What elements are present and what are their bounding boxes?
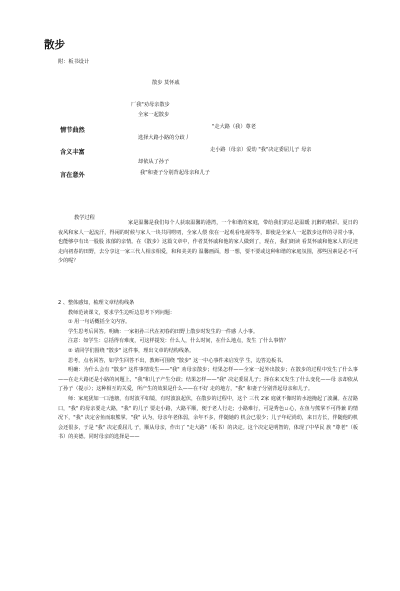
board-line: 走小路（母亲）爱幼 "我"决定委屈儿子 母亲 xyxy=(210,147,312,153)
paragraph: ① 用一句话概括全文内容。 xyxy=(68,319,131,326)
appendix-label: 附：板书设计 xyxy=(58,59,90,65)
paragraph: 学生思考后回答。明确：一家祖孙三代在初春的田野上散步时发生的一件感 人小事。 xyxy=(68,328,259,335)
board-line: 我"和妻子分别背起母亲和儿子 xyxy=(140,170,210,176)
paragraph: 思考，点名回答，如学生回答不出，教师可围绕 "散步" 这一中心事件来启发学 生，边答边板书。 xyxy=(68,357,287,364)
intro-text: 家是温馨是我们每个人获取温馨的港湾，一个和谐的家庭，带给我们的总是温暖 沉醉的精彩。夏日的夜风和家人一起流汗，得闲的时候与家人一块共同唠叨，全家人偎 依在一起观看电视等等，即使是全家人一起散步这样的寻常小事，也能够亭有出一股股 浓郁的亲情。在《散步》这篇文章中，作者莫怀戚和他的家人做到了，现在，我们朗读 看莫怀戚和他家人的足迹走向初春的田野，去分享这一家三代人相亲相爱，和和美美的 温馨画面，想一想，要不要或这种和谐的家庭氛围，那些因素是必不可少的呢？ xyxy=(58,220,358,265)
paragraph: 教师范读课文，要求学生边听边思考下列问题： xyxy=(68,309,175,316)
intro-paragraph xyxy=(58,219,358,267)
paragraph: ② 请同学们围绕 "散步" 这件事，理出文章的结构线条。 xyxy=(68,347,195,354)
board-line: 选择大路小路的分歧丿 xyxy=(138,135,190,141)
paragraph: 注意：如学生：总括得有难度，可这样提发：什么人，什么时间，在什么地点，发生 了什么事情？ xyxy=(68,338,289,345)
board-line: "走大路（我）尊老 xyxy=(212,124,256,130)
board-heading: 散步 莫怀戚 xyxy=(152,80,180,86)
document-title: 散步 xyxy=(44,39,65,51)
paragraph: 师：家庭犹如一口池塘，有时波平如镜，有时波浪起伏，在散步的过程中，这个 三代 2家 庭就不像时的水池掩起了波澜。在岔路口，"我" 的母亲要走大路，"我" 的儿子 要走小路，大路平顺，便于老人行走；小路难行，可是秀色ㄩ心，在鱼与熊掌不可得兼 的情况下，"我" 决定舍鱼而取熊掌。"我" 认为，母亲年老体弱，余年不多，伴随她的 机会已很少；儿子年纪尚幼，来日方长，伴随他的机会还很多，于是 "我" 决定委屈儿 子，顺从母亲，作出了 "走大路"（板书）的决定。这个决定是明智的，体现了中华民 族 "尊老"（板书）的美德。同时母亲的选择是—— xyxy=(58,395,358,441)
teaching-steps xyxy=(58,299,358,443)
board-label: 情节曲然 xyxy=(60,127,85,134)
board-label: 言在意外 xyxy=(60,172,85,179)
board-line: 却依从了孙子 xyxy=(138,159,170,165)
section-heading: 教学过程 xyxy=(74,215,95,221)
board-label: 含义丰富 xyxy=(60,149,85,156)
board-line: 全家一起散步 xyxy=(138,112,170,118)
paragraph: 明确：为什么会有 "散步" 这件事情发生——"我" 劝母亲散步；结果怎样——全家一起外出散步；在散步的过程中发生了什么事——在走大路还是小路的问题上，"我"和儿子产生分歧；结果怎样——"我" 决定委屈儿子；择在来又发生了什么变化——母 亲却依从了孙子（提示）；这种相互的关爱，所产生的效果是什么——在不好 走的地方，"我" 和妻子分别背起母亲和儿子。 xyxy=(58,367,358,393)
step-heading: 2 、整体感知，梳理文章结构线条 xyxy=(58,300,135,306)
board-line: 厂我"劝母亲散步 xyxy=(131,102,170,108)
